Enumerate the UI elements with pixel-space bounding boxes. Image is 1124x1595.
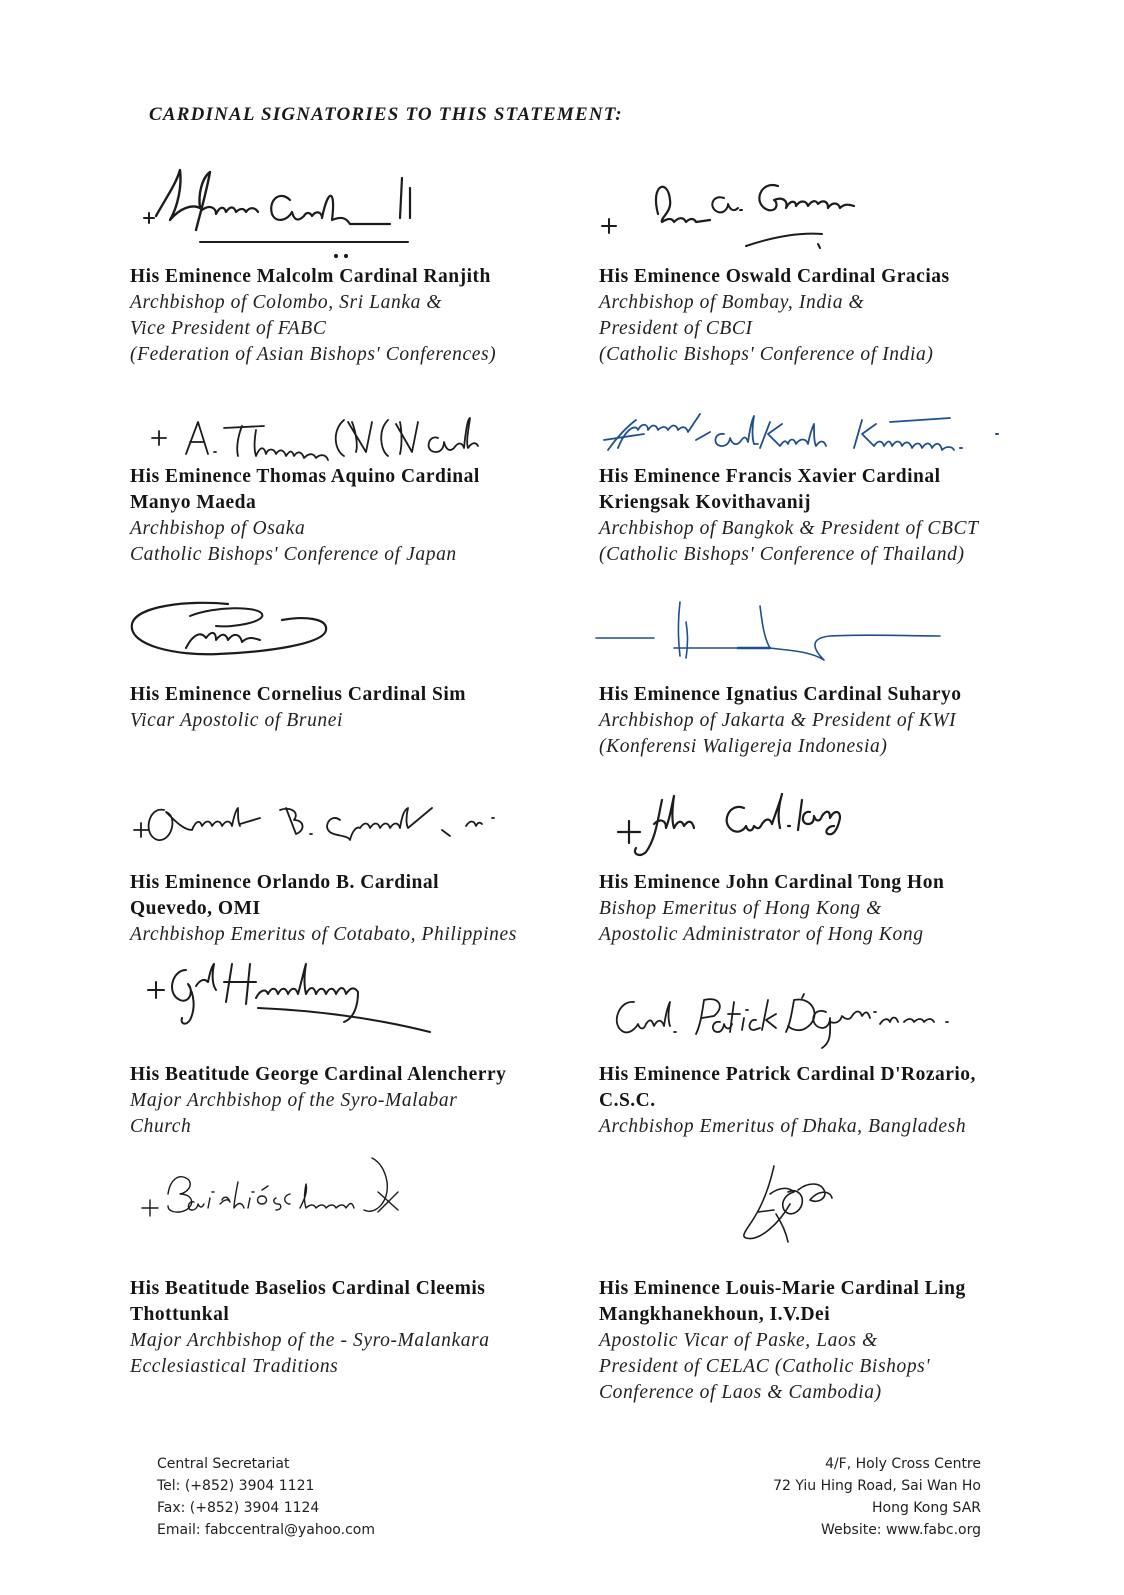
- signatory-role: Archbishop Emeritus of Dhaka, Bangladesh: [599, 1116, 967, 1137]
- signatory-role: Ecclesiastical Traditions: [130, 1356, 339, 1377]
- signatory-role: Archbishop Emeritus of Cotabato, Philippines: [130, 924, 517, 945]
- signature-quevedo: [130, 800, 520, 850]
- signatory-alencherry: [130, 1062, 590, 1140]
- signatory-role: Bishop Emeritus of Hong Kong &: [599, 898, 882, 919]
- signatory-name: Kriengsak Kovithavanij: [599, 492, 811, 513]
- signatory-role: Major Archbishop of the - Syro-Malankara: [130, 1330, 490, 1351]
- signatory-name: Quevedo, OMI: [130, 898, 261, 919]
- signature-maeda: [148, 410, 488, 470]
- signatory-role: Archbishop of Colombo, Sri Lanka &: [130, 292, 443, 313]
- footer-address-line: Hong Kong SAR: [871, 1500, 981, 1516]
- signatory-thottunkal: [130, 1276, 590, 1380]
- signatory-name: His Eminence Francis Xavier Cardinal: [599, 466, 941, 487]
- footer-fax: Fax: (+852) 3904 1124: [157, 1500, 320, 1516]
- statement-heading: CARDINAL SIGNATORIES TO THIS STATEMENT:: [149, 104, 623, 125]
- signatory-role: Church: [130, 1116, 192, 1137]
- signatory-name: His Beatitude George Cardinal Alencherry: [130, 1064, 507, 1085]
- signatory-name: Mangkhanekhoun, I.V.Dei: [599, 1304, 831, 1325]
- signatory-role: Apostolic Vicar of Paske, Laos &: [599, 1330, 878, 1351]
- signatory-name: His Eminence Oswald Cardinal Gracias: [599, 266, 950, 287]
- signatory-kovithavanij: [599, 464, 1059, 568]
- signatory-name: C.S.C.: [599, 1090, 656, 1111]
- signature-drozario: [608, 992, 978, 1052]
- signatory-role: (Konferensi Waligereja Indonesia): [599, 736, 888, 757]
- signatory-role: Conference of Laos & Cambodia): [599, 1382, 882, 1403]
- signature-alencherry: [146, 960, 446, 1050]
- signatory-role: Archbishop of Osaka: [130, 518, 306, 539]
- signatory-sim: [130, 682, 590, 734]
- signatory-ling: [599, 1276, 1059, 1406]
- signature-kovithavanij: [600, 412, 1010, 462]
- signatory-role: Catholic Bishops' Conference of Japan: [130, 544, 457, 565]
- signature-suharyo: [594, 598, 944, 668]
- signatory-name: His Eminence Cornelius Cardinal Sim: [130, 684, 467, 705]
- signatory-suharyo: [599, 682, 1059, 760]
- signatory-name: Manyo Maeda: [130, 492, 257, 513]
- footer-email[interactable]: Email: fabccentral@yahoo.com: [157, 1522, 375, 1538]
- signatory-quevedo: [130, 870, 590, 948]
- signatory-name: His Beatitude Baselios Cardinal Cleemis: [130, 1278, 486, 1299]
- signatory-tong: [599, 870, 1059, 948]
- signatory-name: Thottunkal: [130, 1304, 230, 1325]
- signatory-name: His Eminence John Cardinal Tong Hon: [599, 872, 945, 893]
- signature-ling: [740, 1162, 840, 1252]
- signatory-role: (Catholic Bishops' Conference of Thailand): [599, 544, 965, 565]
- footer-secretariat: Central Secretariat: [157, 1456, 290, 1472]
- signatory-role: Major Archbishop of the Syro-Malabar: [130, 1090, 458, 1111]
- signatory-role: Archbishop of Bombay, India &: [599, 292, 865, 313]
- signatory-name: His Eminence Thomas Aquino Cardinal: [130, 466, 480, 487]
- signatory-role: Archbishop of Jakarta & President of KWI: [599, 710, 957, 731]
- signatory-role: Apostolic Administrator of Hong Kong: [599, 924, 924, 945]
- footer-address: [773, 1453, 981, 1541]
- signatory-gracias: [599, 264, 1059, 368]
- signatory-maeda: [130, 464, 590, 568]
- signatory-name: His Eminence Louis-Marie Cardinal Ling: [599, 1278, 966, 1299]
- signatory-role: Vice President of FABC: [130, 318, 327, 339]
- signature-thottunkal: [140, 1152, 430, 1232]
- footer-tel: Tel: (+852) 3904 1121: [157, 1478, 315, 1494]
- signatory-name: His Eminence Malcolm Cardinal Ranjith: [130, 266, 491, 287]
- signatory-name: His Eminence Ignatius Cardinal Suharyo: [599, 684, 962, 705]
- footer-contact: [157, 1453, 375, 1541]
- signatory-role: President of CELAC (Catholic Bishops': [599, 1356, 931, 1377]
- signature-tong: [616, 794, 856, 864]
- footer-address-line: 72 Yiu Hing Road, Sai Wan Ho: [773, 1478, 981, 1494]
- footer-website[interactable]: Website: www.fabc.org: [821, 1522, 981, 1538]
- signatory-role: President of CBCI: [599, 318, 753, 339]
- signatory-role: (Federation of Asian Bishops' Conferences): [130, 344, 497, 365]
- footer-address-line: 4/F, Holy Cross Centre: [825, 1456, 981, 1472]
- signatory-name: His Eminence Patrick Cardinal D'Rozario,: [599, 1064, 976, 1085]
- signatory-ranjith: [130, 264, 590, 368]
- signatory-name: His Eminence Orlando B. Cardinal: [130, 872, 440, 893]
- signature-gracias: [600, 170, 900, 260]
- signatory-role: Archbishop of Bangkok & President of CBCT: [599, 518, 979, 539]
- signature-sim: [128, 598, 338, 668]
- signatory-role: Vicar Apostolic of Brunei: [130, 710, 344, 731]
- signatory-drozario: [599, 1062, 1059, 1140]
- signatory-role: (Catholic Bishops' Conference of India): [599, 344, 934, 365]
- signature-ranjith: [140, 158, 460, 268]
